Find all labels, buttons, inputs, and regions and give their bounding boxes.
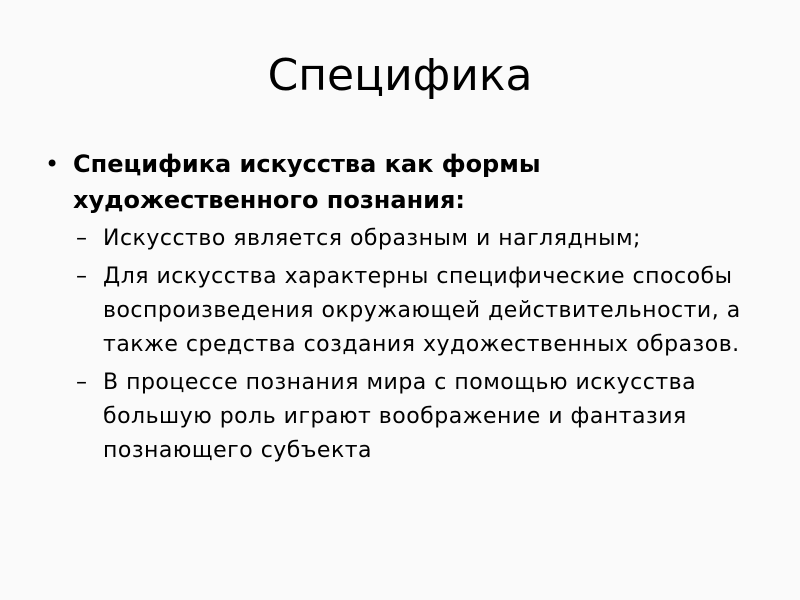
bullet-item — [45, 146, 765, 468]
dash-marker: – — [76, 264, 87, 289]
dash-marker: – — [76, 226, 87, 251]
slide-title: Специфика — [267, 50, 533, 101]
sub-item-text: В процессе познания мира с помощью искусства большую роль играют воображение и фантазия познающего субъекта — [103, 370, 697, 463]
bullet-list — [45, 146, 765, 472]
sub-item-text: Искусство является образным и наглядным; — [103, 226, 641, 251]
sub-item — [73, 222, 765, 256]
bullet-text: Специфика искусства как формы художественного познания: — [73, 150, 541, 214]
bullet-marker: • — [45, 150, 60, 178]
sub-list — [73, 222, 765, 468]
sub-item — [73, 366, 765, 468]
dash-marker: – — [76, 370, 87, 395]
sub-item — [73, 260, 765, 362]
sub-item-text: Для искусства характерны специфические способы воспроизведения окружающей действительности, а также средства создания художественных образов. — [103, 264, 741, 357]
